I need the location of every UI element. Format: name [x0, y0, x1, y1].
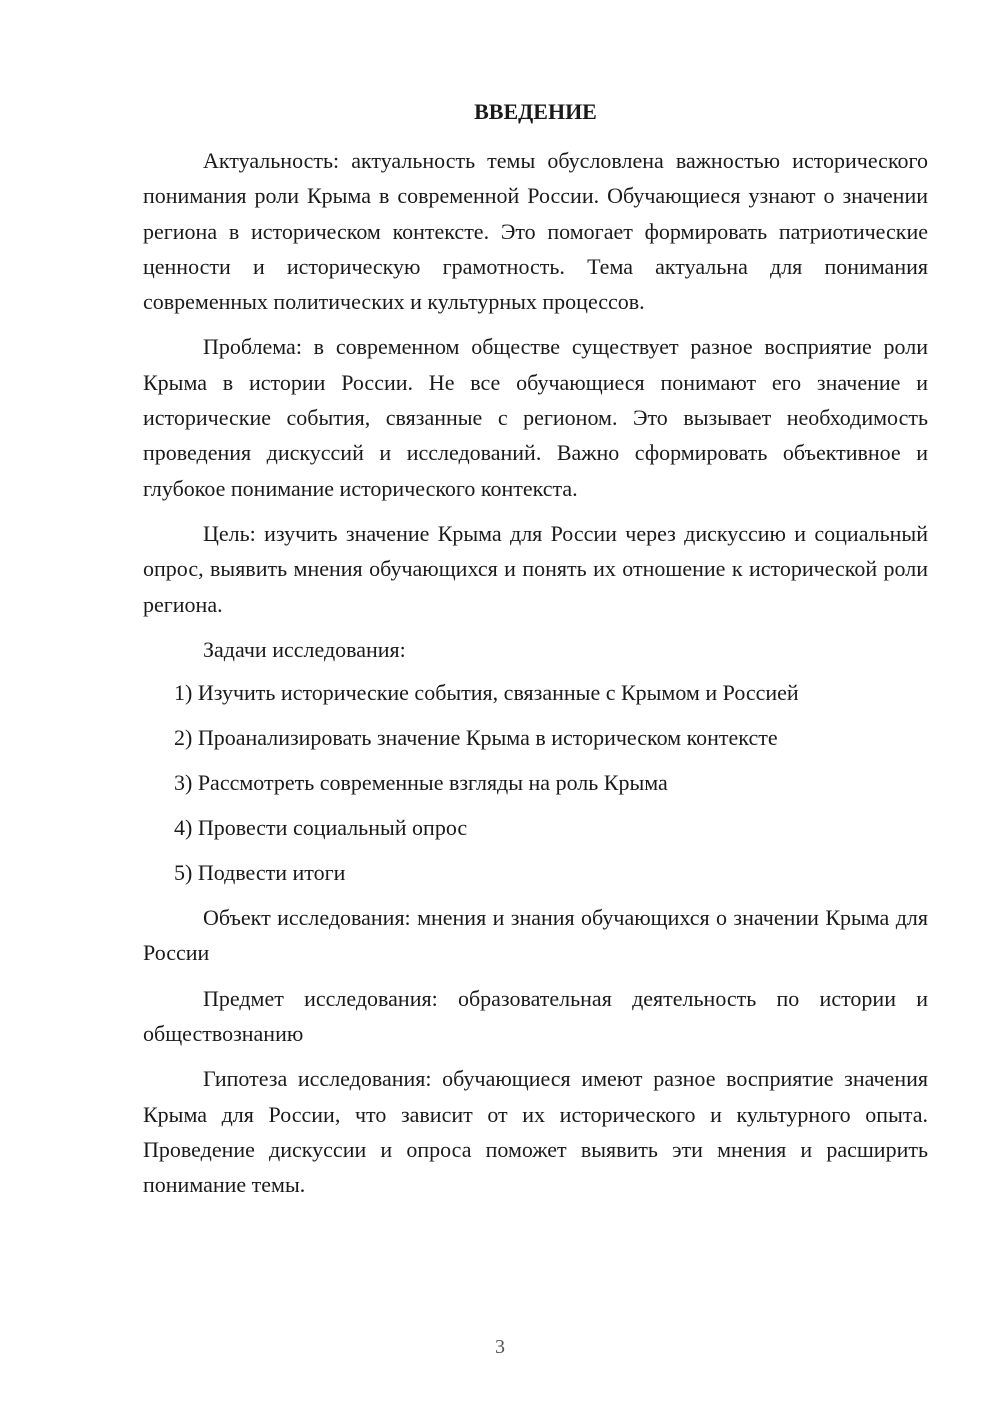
list-item: 2) Проанализировать значение Крыма в историческом контексте — [174, 725, 778, 751]
paragraph-object: Объект исследования: мнения и знания обучающихся о значении Крыма для России — [143, 905, 928, 966]
list-item: 3) Рассмотреть современные взгляды на роль Крыма — [174, 770, 668, 796]
list-item: 1) Изучить исторические события, связанные с Крымом и Россией — [174, 680, 799, 706]
page-number: 3 — [495, 1336, 505, 1358]
tasks-heading: Задачи исследования: — [203, 636, 406, 662]
list-item: 4) Провести социальный опрос — [174, 815, 468, 841]
paragraph-problem: Проблема: в современном обществе существует разное восприятие роли Крыма в истории России. Не все обучающиеся понимают его значение и исторические события, связанные с регионом. Это вызывает необходимость проведения дискуссий и исследований. Важно сформировать объективное и глубокое понимание исторического контекста. — [143, 334, 928, 501]
paragraph-subject: Предмет исследования: образовательная деятельность по истории и обществознанию — [143, 985, 928, 1047]
paragraph-relevance: Актуальность: актуальность темы обусловлена важностью исторического понимания роли Крыма в современной России. Обучающиеся узнают о значении региона в историческом контексте. Это помогает формировать патриотические ценности и историческую грамотность. Тема актуальна для понимания современных политических и культурных процессов. — [143, 148, 928, 315]
paragraph-hypothesis: Гипотеза исследования: обучающиеся имеют разное восприятие значения Крыма для России, что зависит от их исторического и культурного опыта. Проведение дискуссии и опроса поможет выявить эти мнения и расширить понимание темы. — [143, 1066, 928, 1198]
list-item: 5) Подвести итоги — [174, 860, 346, 886]
page-content — [143, 94, 928, 1213]
tasks-list — [143, 675, 928, 890]
paragraph-goal: Цель: изучить значение Крыма для России через дискуссию и социальный опрос, выявить мнения обучающихся и понять их отношение к исторической роли региона. — [143, 520, 928, 617]
page-title: ВВЕДЕНИЕ — [474, 99, 597, 124]
